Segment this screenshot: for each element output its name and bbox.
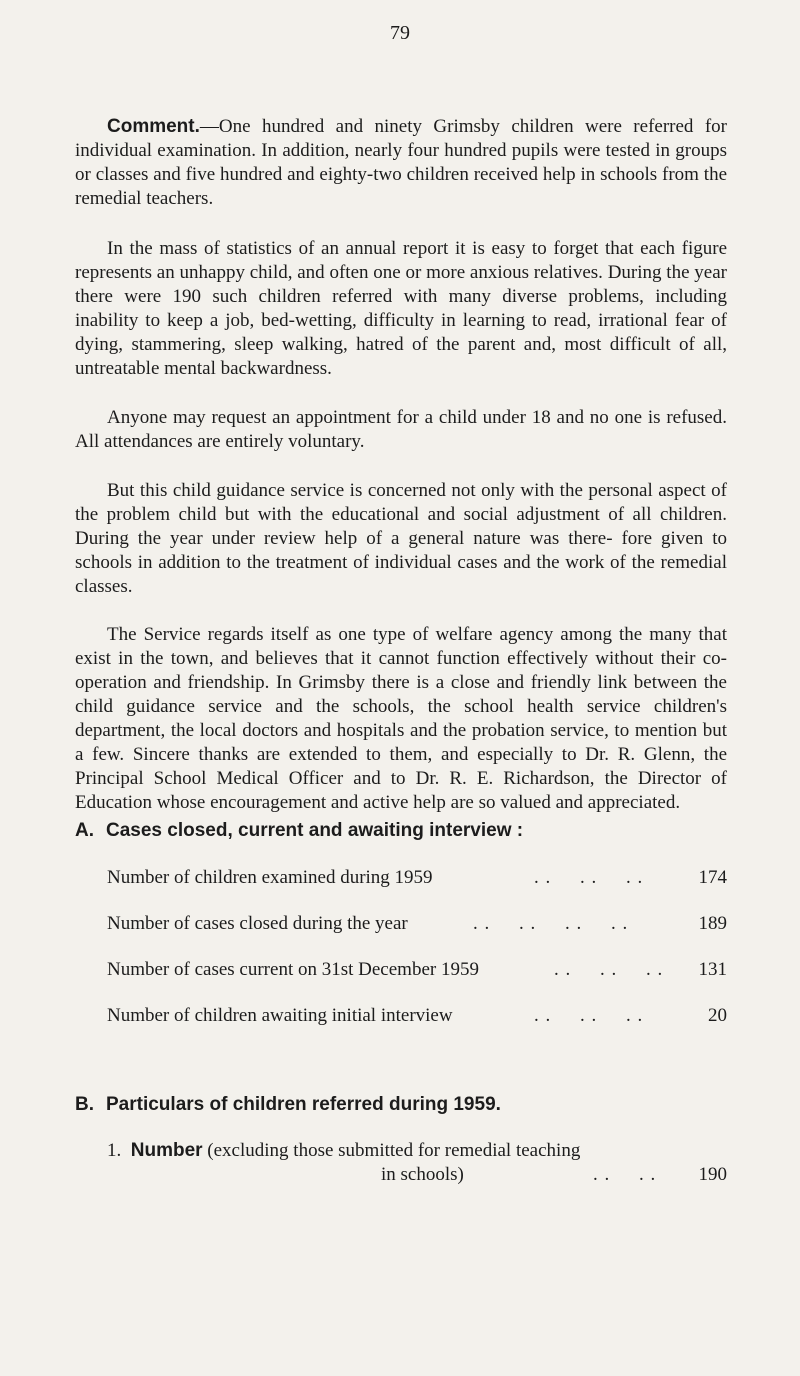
section-b-heading xyxy=(75,1094,501,1116)
item-label-rest: (excluding those submitted for remedial teaching xyxy=(207,1140,581,1161)
stat-row xyxy=(107,1004,727,1028)
stat-label: Number of children awaiting initial interview xyxy=(107,1005,453,1026)
paragraph-guidance-text: But this child guidance service is concerned not only with the personal aspect of the problem child but with the educational and social adjustment of all children. During the year under review help of a general nature was there- fore given to schools in addition to the treatment of individual cases and the work of the remedial classes. xyxy=(75,480,727,597)
stat-row xyxy=(107,866,727,890)
paragraph-service xyxy=(75,623,727,815)
paragraph-comment xyxy=(75,115,727,211)
section-b-item-line1 xyxy=(107,1139,727,1163)
comment-heading: Comment. xyxy=(107,116,200,137)
leader-dots: . . . . . . xyxy=(534,1005,644,1026)
page-number: 79 xyxy=(390,22,410,44)
section-a-title: Cases closed, current and awaiting interview : xyxy=(106,820,524,841)
paragraph-service-text: The Service regards itself as one type of welfare agency among the many that exist in the town, and believes that it cannot function effectively without their co-operation and friendship. In Grimsby there is a close and friendly link between the child guidance service and the schools, the school health service children's department, the local doctors and hospitals and the probation service, to mention but a few. Sincere thanks are extended to them, and especially to Dr. R. Glenn, the Principal School Medical Officer and to Dr. R. E. Richardson, the Director of Education whose encouragement and active help are so valued and appreciated. xyxy=(75,624,727,813)
leader-dots: . . . . xyxy=(593,1164,657,1185)
paragraph-guidance xyxy=(75,479,727,599)
item-value: 190 xyxy=(698,1164,727,1185)
stat-label: Number of children examined during 1959 xyxy=(107,867,433,888)
leader-dots: . . . . . . xyxy=(554,959,664,980)
section-b-title: Particulars of children referred during 1959. xyxy=(106,1094,501,1115)
section-a-heading xyxy=(75,820,523,842)
comment-body: —One hundred and ninety Grimsby children were referred for individual examination. In addition, nearly four hundred pupils were tested in groups or classes and five hundred and eighty-two children received help in schools from the remedial teachers. xyxy=(75,116,727,209)
stat-label: Number of cases current on 31st December 1959 xyxy=(107,959,479,980)
stat-value: 174 xyxy=(698,867,727,888)
stat-value: 20 xyxy=(708,1005,727,1026)
item-number: 1. xyxy=(107,1140,122,1161)
section-b-item-text xyxy=(107,1139,580,1163)
stat-label: Number of cases closed during the year xyxy=(107,913,408,934)
leader-dots: . . . . . . xyxy=(534,867,644,888)
paragraph-statistics xyxy=(75,237,727,381)
paragraph-statistics-text: In the mass of statistics of an annual report it is easy to forget that each figure represents an unhappy child, and often one or more anxious relatives. During the year there were 190 such children referred with many diverse problems, including inability to keep a job, bed-wetting, difficulty in learning to read, irrational fear of dying, stammering, sleep walking, hatred of the parent and, most difficult of all, untreatable mental backwardness. xyxy=(75,238,727,379)
section-b-letter: B. xyxy=(75,1094,94,1115)
stat-value: 131 xyxy=(698,959,727,980)
section-a-letter: A. xyxy=(75,820,94,841)
item-label-line2: in schools) xyxy=(381,1164,464,1185)
leader-dots: . . . . . . . . xyxy=(473,913,629,934)
section-b-item-line2 xyxy=(107,1163,727,1187)
stat-value: 189 xyxy=(698,913,727,934)
stat-row xyxy=(107,958,727,982)
paragraph-appointment-text: Anyone may request an appointment for a child under 18 and no one is refused. All attendances are entirely voluntary. xyxy=(75,407,727,452)
stat-row xyxy=(107,912,727,936)
paragraph-appointment xyxy=(75,406,727,454)
item-label-bold: Number xyxy=(130,1140,203,1161)
